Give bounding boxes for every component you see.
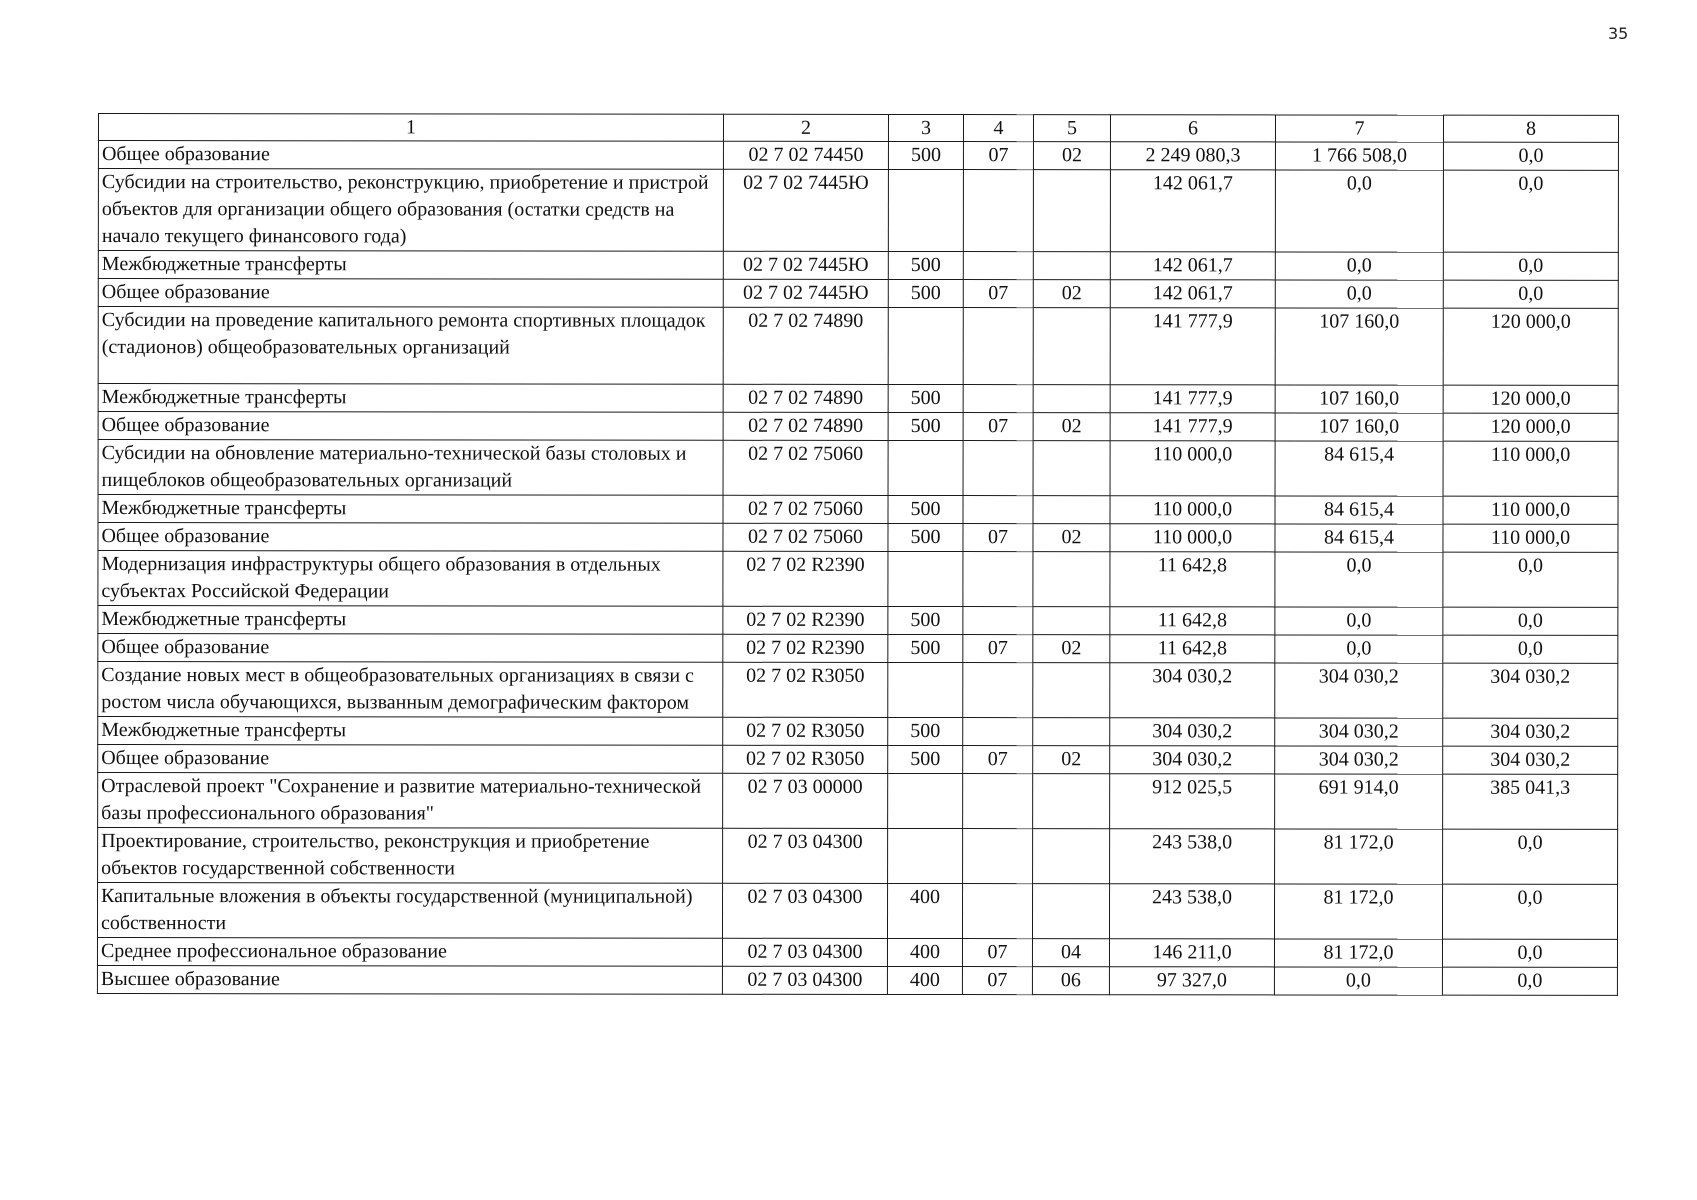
row-value-col8: 110 000,0 <box>1443 496 1618 524</box>
row-value-col7: 0,0 <box>1275 607 1443 635</box>
row-code: 02 7 02 74890 <box>723 307 888 384</box>
row-type-code <box>888 440 963 495</box>
row-subsection: 06 <box>1032 967 1109 995</box>
row-section: 07 <box>962 939 1032 967</box>
row-value-col7: 84 615,4 <box>1275 441 1443 496</box>
row-code: 02 7 02 R2390 <box>723 634 888 662</box>
row-section: 07 <box>963 413 1033 441</box>
table-row <box>98 745 1618 775</box>
row-section <box>963 552 1033 607</box>
row-subsection: 02 <box>1033 746 1110 774</box>
header-col-8: 8 <box>1443 115 1618 142</box>
row-value-col8: 110 000,0 <box>1443 441 1618 496</box>
row-description: Межбюджетные трансферты <box>98 384 723 413</box>
row-type-code: 500 <box>888 745 963 773</box>
row-type-code: 500 <box>888 634 963 662</box>
table-row <box>98 551 1618 608</box>
row-value-col6: 243 538,0 <box>1110 829 1275 884</box>
row-value-col7: 1 766 508,0 <box>1275 142 1443 170</box>
row-code: 02 7 02 74890 <box>723 384 888 412</box>
row-description: Модернизация инфраструктуры общего образования в отдельных субъектах Российской Федерации <box>98 551 723 607</box>
row-description: Высшее образование <box>97 966 722 995</box>
row-value-col7: 84 615,4 <box>1275 496 1443 524</box>
row-value-col8: 120 000,0 <box>1443 308 1618 385</box>
row-description: Проектирование, строительство, реконструкция и приобретение объектов государственной собственности <box>98 828 723 884</box>
row-value-col6: 142 061,7 <box>1110 170 1275 252</box>
row-section: 07 <box>963 635 1033 663</box>
table-row <box>98 440 1618 497</box>
row-code: 02 7 02 74890 <box>723 412 888 440</box>
row-value-col8: 0,0 <box>1442 967 1617 995</box>
row-description: Отраслевой проект "Сохранение и развитие материально-технической базы профессионального образования" <box>98 773 723 829</box>
row-description: Общее образование <box>98 523 723 552</box>
table-row <box>98 828 1618 885</box>
table-row <box>98 169 1618 253</box>
row-value-col6: 2 249 080,3 <box>1110 142 1275 170</box>
row-value-col8: 120 000,0 <box>1443 413 1618 441</box>
table-row <box>98 251 1618 281</box>
row-value-col6: 142 061,7 <box>1110 252 1275 280</box>
header-col-5: 5 <box>1033 115 1110 142</box>
row-type-code: 400 <box>887 938 962 966</box>
row-code: 02 7 03 04300 <box>722 966 887 994</box>
row-value-col8: 0,0 <box>1443 552 1618 607</box>
row-type-code: 500 <box>888 251 963 279</box>
row-type-code <box>888 773 963 828</box>
row-value-col6: 141 777,9 <box>1110 308 1275 385</box>
table-row <box>98 495 1618 525</box>
row-section <box>963 663 1033 718</box>
row-value-col8: 0,0 <box>1442 939 1617 967</box>
row-value-col6: 110 000,0 <box>1110 524 1275 552</box>
row-description: Создание новых мест в общеобразовательных организациях в связи с ростом числа обучающихся, вызванным демографическим фактором <box>98 662 723 718</box>
row-value-col8: 385 041,3 <box>1443 774 1618 829</box>
row-code: 02 7 02 R2390 <box>723 606 888 634</box>
row-code: 02 7 02 75060 <box>723 495 888 523</box>
row-code: 02 7 02 7445Ю <box>723 169 888 251</box>
row-subsection: 02 <box>1033 524 1110 552</box>
table-row <box>98 634 1618 664</box>
row-value-col7: 81 172,0 <box>1274 884 1442 939</box>
row-type-code: 500 <box>888 523 963 551</box>
row-value-col8: 304 030,2 <box>1443 746 1618 774</box>
row-value-col6: 146 211,0 <box>1109 939 1274 967</box>
row-value-col7: 107 160,0 <box>1275 413 1443 441</box>
row-code: 02 7 02 7445Ю <box>723 251 888 279</box>
row-value-col6: 304 030,2 <box>1110 746 1275 774</box>
header-col-1: 1 <box>98 114 723 142</box>
row-code: 02 7 03 04300 <box>722 938 887 966</box>
row-subsection <box>1032 884 1109 939</box>
row-description: Межбюджетные трансферты <box>98 606 723 635</box>
row-code: 02 7 02 R3050 <box>723 745 888 773</box>
table-row <box>98 717 1618 747</box>
row-type-code: 500 <box>888 279 963 307</box>
row-section <box>963 308 1033 385</box>
row-code: 02 7 03 04300 <box>723 828 888 883</box>
row-value-col7: 304 030,2 <box>1275 663 1443 718</box>
header-col-6: 6 <box>1110 115 1275 142</box>
row-value-col8: 0,0 <box>1443 607 1618 635</box>
row-section <box>963 607 1033 635</box>
row-value-col8: 110 000,0 <box>1443 524 1618 552</box>
row-value-col7: 0,0 <box>1275 252 1443 280</box>
row-value-col6: 110 000,0 <box>1110 496 1275 524</box>
row-description: Общее образование <box>98 412 723 441</box>
row-value-col6: 97 327,0 <box>1109 967 1274 995</box>
row-code: 02 7 02 R3050 <box>723 717 888 745</box>
row-code: 02 7 02 74450 <box>723 141 888 169</box>
row-subsection: 02 <box>1033 280 1110 308</box>
row-value-col7: 304 030,2 <box>1275 718 1443 746</box>
row-code: 02 7 02 7445Ю <box>723 279 888 307</box>
row-value-col7: 0,0 <box>1274 967 1442 995</box>
row-section: 07 <box>963 524 1033 552</box>
row-type-code: 400 <box>887 966 962 994</box>
row-value-col6: 304 030,2 <box>1110 663 1275 718</box>
row-value-col8: 0,0 <box>1443 280 1618 308</box>
row-type-code: 500 <box>888 141 963 169</box>
row-section: 07 <box>962 967 1032 995</box>
row-value-col8: 0,0 <box>1443 170 1618 252</box>
row-subsection <box>1033 170 1110 252</box>
row-value-col6: 912 025,5 <box>1110 774 1275 829</box>
row-subsection <box>1033 252 1110 280</box>
header-row <box>98 114 1618 143</box>
row-type-code <box>888 307 963 384</box>
row-description: Межбюджетные трансферты <box>98 251 723 280</box>
table-row <box>98 412 1618 442</box>
row-description: Общее образование <box>98 141 723 170</box>
row-subsection <box>1033 441 1110 496</box>
page-number: 35 <box>1608 24 1629 43</box>
row-value-col7: 107 160,0 <box>1275 385 1443 413</box>
row-value-col6: 11 642,8 <box>1110 635 1275 663</box>
row-value-col6: 141 777,9 <box>1110 413 1275 441</box>
table-row <box>97 966 1617 996</box>
table-row <box>98 384 1618 414</box>
row-description: Субсидии на проведение капитального ремонта спортивных площадок (стадионов) общеобразовательных организаций <box>98 307 723 385</box>
row-type-code: 500 <box>888 384 963 412</box>
row-type-code <box>888 828 963 883</box>
row-value-col7: 691 914,0 <box>1275 774 1443 829</box>
row-type-code <box>888 169 963 251</box>
header-col-2: 2 <box>723 114 888 141</box>
header-col-7: 7 <box>1275 115 1443 142</box>
row-section <box>962 884 1032 939</box>
row-value-col7: 81 172,0 <box>1274 939 1442 967</box>
budget-table <box>97 113 1619 996</box>
row-description: Капитальные вложения в объекты государственной (муниципальной) собственности <box>97 883 722 939</box>
row-value-col6: 142 061,7 <box>1110 280 1275 308</box>
row-type-code: 500 <box>888 606 963 634</box>
row-section <box>963 829 1033 884</box>
row-subsection <box>1033 496 1110 524</box>
row-value-col7: 0,0 <box>1275 280 1443 308</box>
row-subsection <box>1033 385 1110 413</box>
row-value-col8: 0,0 <box>1443 142 1618 170</box>
row-description: Общее образование <box>98 634 723 663</box>
row-subsection <box>1033 829 1110 884</box>
row-subsection <box>1033 308 1110 385</box>
table-row <box>98 773 1618 830</box>
row-section <box>963 774 1033 829</box>
row-value-col8: 120 000,0 <box>1443 385 1618 413</box>
row-code: 02 7 02 R3050 <box>723 662 888 717</box>
row-description: Общее образование <box>98 279 723 308</box>
row-section: 07 <box>963 280 1033 308</box>
row-value-col7: 0,0 <box>1275 170 1443 252</box>
row-type-code <box>888 551 963 606</box>
row-type-code <box>888 662 963 717</box>
table-row <box>97 938 1617 968</box>
row-description: Субсидии на строительство, реконструкцию, приобретение и пристрой объектов для организации общего образования (остатки средств на начало текущего финансового года) <box>98 169 723 252</box>
row-section <box>963 441 1033 496</box>
table-row <box>98 279 1618 309</box>
row-description: Межбюджетные трансферты <box>98 717 723 746</box>
row-subsection <box>1033 663 1110 718</box>
row-code: 02 7 03 00000 <box>723 773 888 828</box>
table-row <box>97 883 1617 940</box>
row-value-col6: 243 538,0 <box>1109 884 1274 939</box>
row-value-col7: 81 172,0 <box>1275 829 1443 884</box>
row-subsection: 02 <box>1033 142 1110 170</box>
row-code: 02 7 02 75060 <box>723 440 888 495</box>
row-code: 02 7 02 R2390 <box>723 551 888 606</box>
header-col-3: 3 <box>888 114 963 141</box>
row-type-code: 500 <box>888 412 963 440</box>
table-row <box>98 307 1618 386</box>
row-description: Общее образование <box>98 745 723 774</box>
row-section <box>963 385 1033 413</box>
row-value-col8: 0,0 <box>1443 829 1618 884</box>
header-col-4: 4 <box>963 115 1033 142</box>
row-description: Субсидии на обновление материально-технической базы столовых и пищеблоков общеобразовательных организаций <box>98 440 723 496</box>
row-type-code: 500 <box>888 495 963 523</box>
row-value-col7: 84 615,4 <box>1275 524 1443 552</box>
row-value-col6: 110 000,0 <box>1110 441 1275 496</box>
row-value-col8: 304 030,2 <box>1443 663 1618 718</box>
row-value-col8: 0,0 <box>1443 252 1618 280</box>
row-code: 02 7 02 75060 <box>723 523 888 551</box>
row-value-col6: 11 642,8 <box>1110 607 1275 635</box>
row-section <box>963 718 1033 746</box>
row-description: Межбюджетные трансферты <box>98 495 723 524</box>
row-code: 02 7 03 04300 <box>722 883 887 938</box>
table-row <box>98 662 1618 719</box>
row-type-code: 400 <box>887 883 962 938</box>
row-subsection: 02 <box>1033 413 1110 441</box>
row-subsection <box>1033 552 1110 607</box>
row-subsection <box>1033 718 1110 746</box>
row-section <box>963 496 1033 524</box>
row-subsection <box>1033 607 1110 635</box>
row-subsection: 02 <box>1033 635 1110 663</box>
row-value-col8: 304 030,2 <box>1443 718 1618 746</box>
row-value-col6: 304 030,2 <box>1110 718 1275 746</box>
row-section <box>963 170 1033 252</box>
row-value-col6: 141 777,9 <box>1110 385 1275 413</box>
row-value-col8: 0,0 <box>1442 884 1617 939</box>
table-row <box>98 523 1618 553</box>
row-value-col6: 11 642,8 <box>1110 552 1275 607</box>
row-section <box>963 252 1033 280</box>
row-subsection <box>1033 774 1110 829</box>
table-row <box>98 606 1618 636</box>
row-value-col7: 304 030,2 <box>1275 746 1443 774</box>
row-value-col7: 0,0 <box>1275 552 1443 607</box>
row-section: 07 <box>963 746 1033 774</box>
row-subsection: 04 <box>1032 939 1109 967</box>
row-type-code: 500 <box>888 717 963 745</box>
row-value-col7: 107 160,0 <box>1275 308 1443 385</box>
table-row <box>98 141 1618 171</box>
row-description: Среднее профессиональное образование <box>97 938 722 967</box>
row-value-col8: 0,0 <box>1443 635 1618 663</box>
row-section: 07 <box>963 142 1033 170</box>
row-value-col7: 0,0 <box>1275 635 1443 663</box>
